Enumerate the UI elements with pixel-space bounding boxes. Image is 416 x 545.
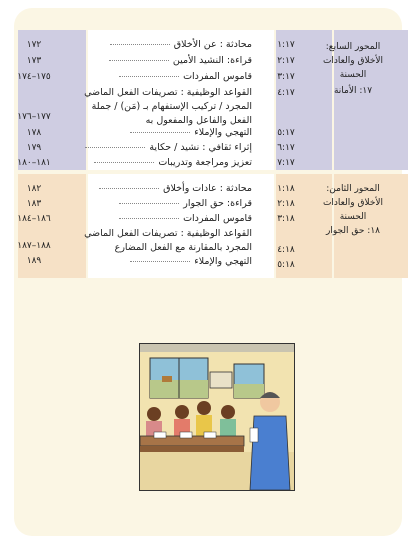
unit8-row3-pages: ١٨٦–١٨٤ <box>17 214 51 224</box>
unit7-row6-num: ٦:١٧ <box>277 143 295 153</box>
unit8-row1-pages: ١٨٢ <box>26 184 42 194</box>
unit8-lesson-title: ١٨: حق الجوار <box>325 226 381 236</box>
unit7-row7-lesson: تعزيز ومراجعة وتدريبات <box>84 157 252 168</box>
unit7-row2-pages: ١٧٣ <box>26 56 42 66</box>
unit7-row1-num: ١:١٧ <box>277 40 295 50</box>
unit7-row2-lesson: قراءة: النشيد الأمين <box>84 55 252 66</box>
unit7-row3-num: ٣:١٧ <box>277 72 295 82</box>
unit7-row6-lesson: إثراء ثقافي : نشيد / حكاية <box>84 142 252 153</box>
unit8-row4-num: ٤:١٨ <box>277 245 295 255</box>
unit7-row4-pages: ١٧٧–١٧٦ <box>17 112 51 122</box>
unit8-row5-num: ٥:١٨ <box>277 260 295 270</box>
unit8-row4-pages: ١٨٨–١٨٧ <box>17 241 51 251</box>
unit8-row5-lesson: التهجي والإملاء <box>84 256 252 267</box>
unit7-lesson-title: ١٧: الأمانة <box>333 86 373 96</box>
unit7-row4-num: ٤:١٧ <box>277 88 295 98</box>
unit7-row6-pages: ١٧٩ <box>26 143 42 153</box>
unit7-row1-pages: ١٧٢ <box>26 40 42 50</box>
unit8-row1-lesson: محادثة : عادات وأخلاق <box>84 183 252 194</box>
unit7-row7-num: ٧:١٧ <box>277 158 295 168</box>
unit8-row2-lesson: قراءة: حق الجوار <box>84 198 252 209</box>
unit7-row1-lesson: محادثة : عن الأخلاق <box>84 39 252 50</box>
classroom-illustration <box>139 343 295 491</box>
unit8-row3-num: ٣:١٨ <box>277 214 295 224</box>
unit8-title: المحور الثامن: الأخلاق والعادات الحسنة <box>322 184 384 222</box>
unit8-row2-num: ٢:١٨ <box>277 199 295 209</box>
unit7-row3-lesson: قاموس المفردات <box>84 71 252 82</box>
unit8-row1-num: ١:١٨ <box>277 184 295 194</box>
classroom-scene <box>140 344 294 490</box>
unit7-row7-pages: ١٨١–١٨٠ <box>17 158 51 168</box>
unit8-row5-pages: ١٨٩ <box>26 256 42 266</box>
unit7-row5-lesson: التهجي والإملاء <box>84 127 252 138</box>
unit8-row2-pages: ١٨٣ <box>26 199 42 209</box>
unit8-row3-lesson: قاموس المفردات <box>84 213 252 224</box>
unit7-row3-pages: ١٧٥–١٧٤ <box>17 72 51 82</box>
unit7-title: المحور السابع: الأخلاق والعادات الحسنة <box>322 42 384 80</box>
unit7-row4-lesson: القواعد الوظيفية : تصريفات الفعل الماضي المجرد / تركيب الإستفهام بـ (مَن) / جملة الفعل والفاعل والمفعول به <box>84 87 252 126</box>
unit8-row4-lesson: القواعد الوظيفية : تصريفات الفعل الماضي المجرد بالمقارنة مع الفعل المضارع <box>84 228 252 253</box>
unit7-row5-num: ٥:١٧ <box>277 128 295 138</box>
unit7-row2-num: ٢:١٧ <box>277 56 295 66</box>
unit7-row5-pages: ١٧٨ <box>26 128 42 138</box>
